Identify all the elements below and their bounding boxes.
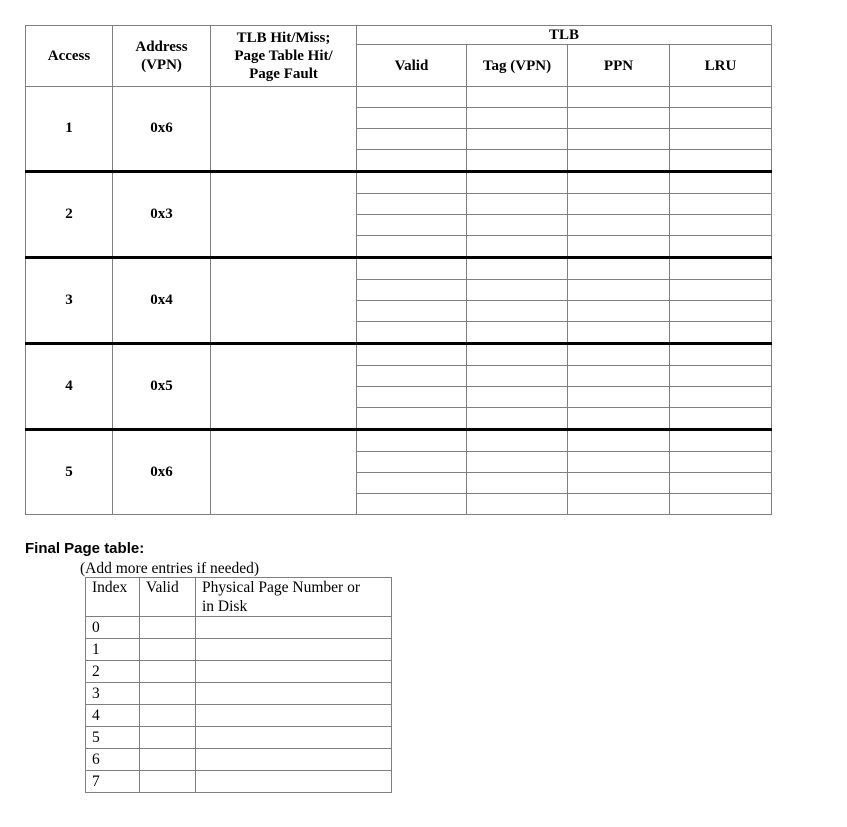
tlb-valid-cell[interactable] xyxy=(357,258,467,280)
tlb-lru-cell[interactable] xyxy=(670,215,772,236)
ppn-header xyxy=(196,578,392,617)
tlb-lru-cell[interactable] xyxy=(670,108,772,129)
tlb-valid-cell[interactable] xyxy=(357,430,467,452)
tlb-valid-cell[interactable] xyxy=(357,322,467,344)
result-cell[interactable] xyxy=(211,258,357,344)
tlb-valid-cell[interactable] xyxy=(357,236,467,258)
tlb-ppn-cell[interactable] xyxy=(568,172,670,194)
tlb-ppn-cell[interactable] xyxy=(568,258,670,280)
valid-header: Valid xyxy=(357,45,467,87)
tlb-lru-cell[interactable] xyxy=(670,366,772,387)
tlb-ppn-cell[interactable] xyxy=(568,430,670,452)
tlb-valid-cell[interactable] xyxy=(357,129,467,150)
tlb-lru-cell[interactable] xyxy=(670,236,772,258)
index-header: Index xyxy=(86,578,140,617)
tlb-valid-cell[interactable] xyxy=(357,494,467,515)
result-cell[interactable] xyxy=(211,430,357,515)
tlb-valid-cell[interactable] xyxy=(357,215,467,236)
tlb-ppn-cell[interactable] xyxy=(568,150,670,172)
address-header-line2: (VPN) xyxy=(141,57,182,73)
result-cell[interactable] xyxy=(211,172,357,258)
tlb-tag-cell[interactable] xyxy=(467,473,568,494)
access-row xyxy=(26,87,772,108)
page-table-row xyxy=(86,727,392,749)
tlb-ppn-cell[interactable] xyxy=(568,344,670,366)
result-header-line3: Page Fault xyxy=(249,66,318,82)
page-valid-cell[interactable] xyxy=(140,771,196,793)
access-address: 0x6 xyxy=(113,430,211,515)
tlb-ppn-cell[interactable] xyxy=(568,473,670,494)
tlb-valid-cell[interactable] xyxy=(357,301,467,322)
tlb-tag-cell[interactable] xyxy=(467,215,568,236)
tlb-tag-cell[interactable] xyxy=(467,430,568,452)
tlb-valid-cell[interactable] xyxy=(357,408,467,430)
address-header xyxy=(113,26,211,87)
tlb-tag-cell[interactable] xyxy=(467,366,568,387)
tlb-tag-cell[interactable] xyxy=(467,172,568,194)
tlb-valid-cell[interactable] xyxy=(357,280,467,301)
access-number: 1 xyxy=(26,87,113,172)
tlb-lru-cell[interactable] xyxy=(670,301,772,322)
tlb-valid-cell[interactable] xyxy=(357,387,467,408)
page-ppn-cell[interactable] xyxy=(196,749,392,771)
ppn-header-line1: Physical Page Number or xyxy=(202,579,360,596)
valid-header: Valid xyxy=(140,578,196,617)
page-valid-cell[interactable] xyxy=(140,661,196,683)
tlb-tag-cell[interactable] xyxy=(467,108,568,129)
tlb-lru-cell[interactable] xyxy=(670,172,772,194)
access-row xyxy=(26,172,772,194)
tlb-lru-cell[interactable] xyxy=(670,473,772,494)
tlb-valid-cell[interactable] xyxy=(357,150,467,172)
tlb-valid-cell[interactable] xyxy=(357,194,467,215)
tag-header: Tag (VPN) xyxy=(467,45,568,87)
tlb-ppn-cell[interactable] xyxy=(568,408,670,430)
tlb-tag-cell[interactable] xyxy=(467,150,568,172)
page-index: 7 xyxy=(86,771,140,793)
access-number: 3 xyxy=(26,258,113,344)
tlb-tag-cell[interactable] xyxy=(467,129,568,150)
tlb-lru-cell[interactable] xyxy=(670,258,772,280)
tlb-valid-cell[interactable] xyxy=(357,87,467,108)
page-table-row xyxy=(86,683,392,705)
tlb-tag-cell[interactable] xyxy=(467,194,568,215)
final-page-table-title: Final Page table: xyxy=(25,540,145,557)
final-page-table-note: (Add more entries if needed) xyxy=(80,560,260,577)
page-ppn-cell[interactable] xyxy=(196,705,392,727)
tlb-ppn-cell[interactable] xyxy=(568,280,670,301)
page-valid-cell[interactable] xyxy=(140,727,196,749)
tlb-ppn-cell[interactable] xyxy=(568,387,670,408)
page-ppn-cell[interactable] xyxy=(196,661,392,683)
tlb-ppn-cell[interactable] xyxy=(568,215,670,236)
tlb-ppn-cell[interactable] xyxy=(568,236,670,258)
tlb-valid-cell[interactable] xyxy=(357,452,467,473)
page-table-row xyxy=(86,705,392,727)
tlb-valid-cell[interactable] xyxy=(357,366,467,387)
tlb-lru-cell[interactable] xyxy=(670,194,772,215)
page-ppn-cell[interactable] xyxy=(196,617,392,639)
tlb-ppn-cell[interactable] xyxy=(568,194,670,215)
page-ppn-cell[interactable] xyxy=(196,639,392,661)
result-cell[interactable] xyxy=(211,344,357,430)
page-table-row xyxy=(86,639,392,661)
tlb-tag-cell[interactable] xyxy=(467,387,568,408)
page-valid-cell[interactable] xyxy=(140,705,196,727)
lru-header: LRU xyxy=(670,45,772,87)
access-number: 4 xyxy=(26,344,113,430)
page-valid-cell[interactable] xyxy=(140,617,196,639)
tlb-valid-cell[interactable] xyxy=(357,108,467,129)
page-index: 0 xyxy=(86,617,140,639)
page-valid-cell[interactable] xyxy=(140,639,196,661)
tlb-tag-cell[interactable] xyxy=(467,87,568,108)
final-page-table xyxy=(85,577,392,793)
result-header-line1: TLB Hit/Miss; xyxy=(236,30,331,46)
page-valid-cell[interactable] xyxy=(140,683,196,705)
tlb-tag-cell[interactable] xyxy=(467,280,568,301)
page-index: 1 xyxy=(86,639,140,661)
tlb-lru-cell[interactable] xyxy=(670,494,772,515)
page-index: 2 xyxy=(86,661,140,683)
tlb-ppn-cell[interactable] xyxy=(568,87,670,108)
tlb-tag-cell[interactable] xyxy=(467,452,568,473)
tlb-lru-cell[interactable] xyxy=(670,387,772,408)
access-address: 0x4 xyxy=(113,258,211,344)
page-index: 4 xyxy=(86,705,140,727)
tlb-tag-cell[interactable] xyxy=(467,494,568,515)
tlb-ppn-cell[interactable] xyxy=(568,366,670,387)
tlb-ppn-cell[interactable] xyxy=(568,494,670,515)
access-row xyxy=(26,430,772,452)
access-row xyxy=(26,344,772,366)
page-valid-cell[interactable] xyxy=(140,749,196,771)
tlb-tag-cell[interactable] xyxy=(467,258,568,280)
access-number: 2 xyxy=(26,172,113,258)
tlb-ppn-cell[interactable] xyxy=(568,322,670,344)
tlb-valid-cell[interactable] xyxy=(357,344,467,366)
tlb-ppn-cell[interactable] xyxy=(568,301,670,322)
tlb-tag-cell[interactable] xyxy=(467,236,568,258)
tlb-lru-cell[interactable] xyxy=(670,150,772,172)
page-index: 6 xyxy=(86,749,140,771)
tlb-tag-cell[interactable] xyxy=(467,408,568,430)
result-cell[interactable] xyxy=(211,87,357,172)
result-header xyxy=(211,26,357,87)
tlb-ppn-cell[interactable] xyxy=(568,108,670,129)
tlb-valid-cell[interactable] xyxy=(357,473,467,494)
tlb-lru-cell[interactable] xyxy=(670,87,772,108)
ppn-header-line2: in Disk xyxy=(202,598,248,615)
page-ppn-cell[interactable] xyxy=(196,683,392,705)
tlb-tag-cell[interactable] xyxy=(467,322,568,344)
tlb-lru-cell[interactable] xyxy=(670,280,772,301)
tlb-worksheet-table xyxy=(25,25,772,515)
access-number: 5 xyxy=(26,430,113,515)
access-row xyxy=(26,258,772,280)
page-table-row xyxy=(86,771,392,793)
page-ppn-cell[interactable] xyxy=(196,727,392,749)
page-index: 5 xyxy=(86,727,140,749)
page-table-row xyxy=(86,661,392,683)
page-index: 3 xyxy=(86,683,140,705)
tlb-lru-cell[interactable] xyxy=(670,408,772,430)
ppn-header: PPN xyxy=(568,45,670,87)
tlb-tag-cell[interactable] xyxy=(467,301,568,322)
tlb-lru-cell[interactable] xyxy=(670,322,772,344)
tlb-valid-cell[interactable] xyxy=(357,172,467,194)
address-header-line1: Address xyxy=(135,39,188,55)
access-header: Access xyxy=(26,26,113,87)
tlb-tag-cell[interactable] xyxy=(467,344,568,366)
access-address: 0x3 xyxy=(113,172,211,258)
tlb-lru-cell[interactable] xyxy=(670,129,772,150)
tlb-lru-cell[interactable] xyxy=(670,344,772,366)
result-header-line2: Page Table Hit/ xyxy=(234,48,333,64)
page-table-row xyxy=(86,749,392,771)
page-ppn-cell[interactable] xyxy=(196,771,392,793)
tlb-lru-cell[interactable] xyxy=(670,430,772,452)
access-address: 0x5 xyxy=(113,344,211,430)
page-table-row xyxy=(86,617,392,639)
tlb-ppn-cell[interactable] xyxy=(568,129,670,150)
tlb-group-header: TLB xyxy=(357,26,772,45)
access-address: 0x6 xyxy=(113,87,211,172)
tlb-ppn-cell[interactable] xyxy=(568,452,670,473)
tlb-lru-cell[interactable] xyxy=(670,452,772,473)
